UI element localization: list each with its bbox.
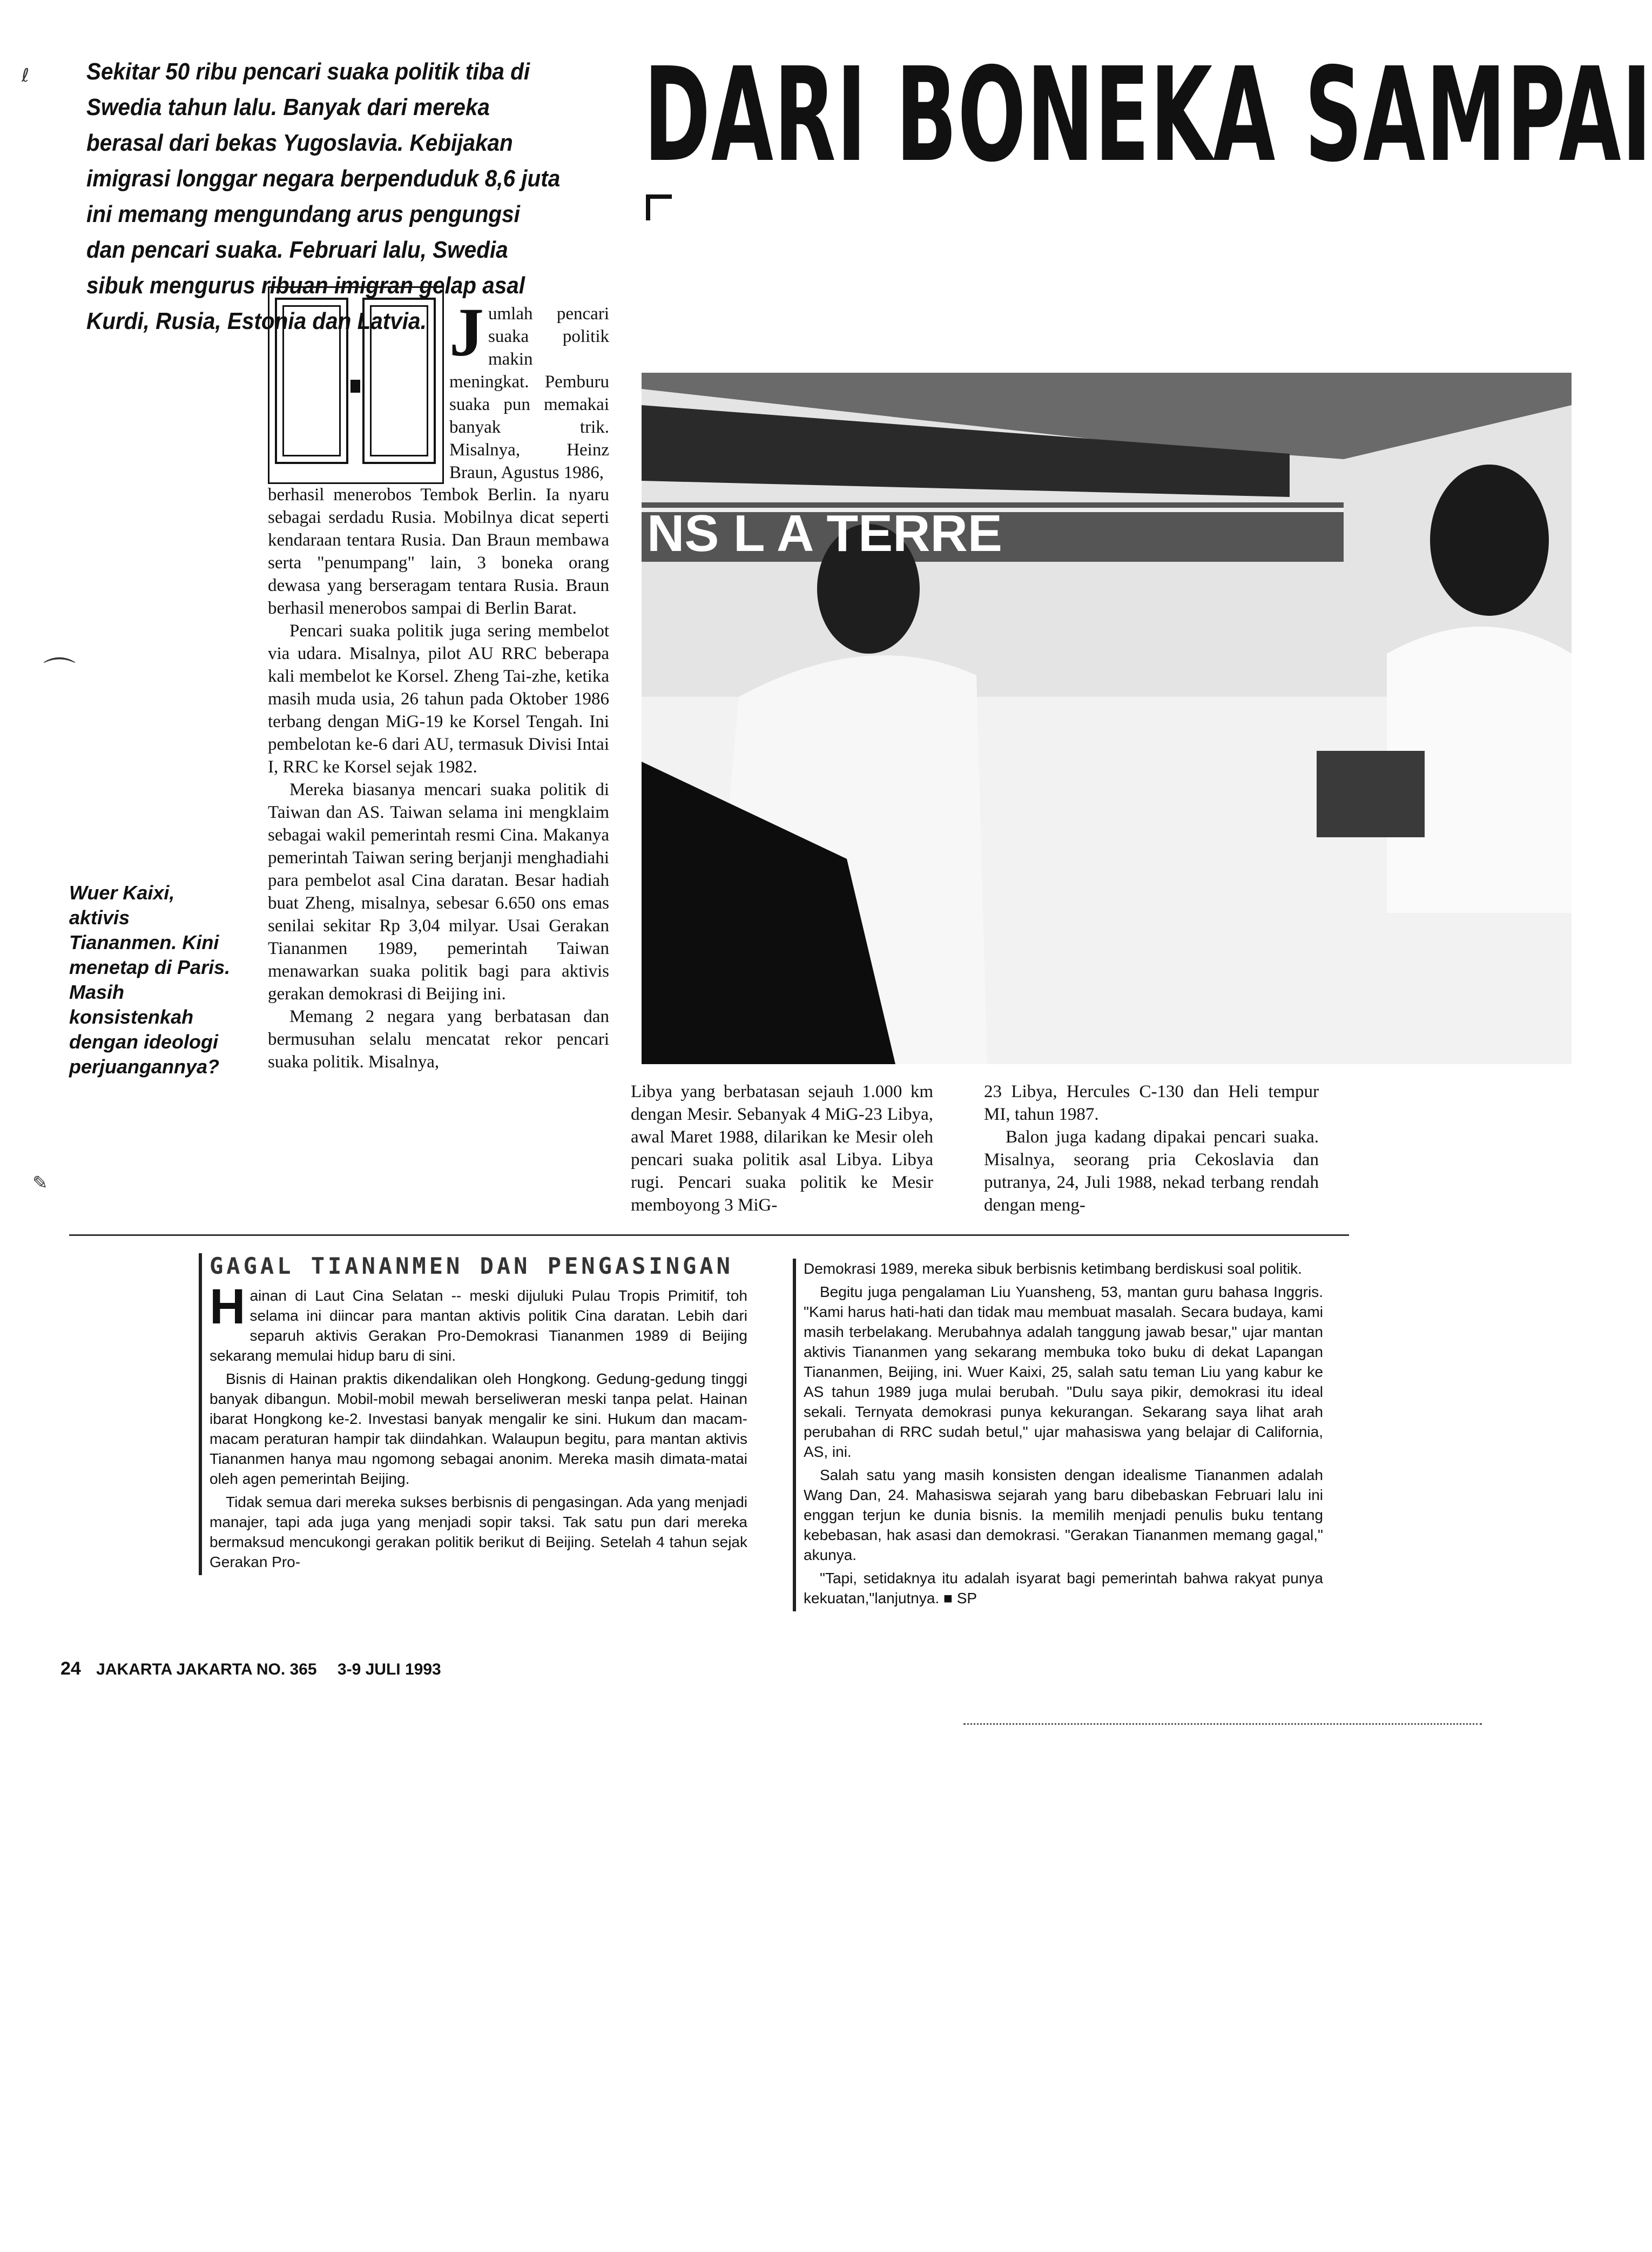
article-p3: Mereka biasanya mencari suaka politik di Taiwan dan AS. Taiwan selama ini mengklaim sebagai wakil pemerintah resmi Cina. Makanya pemerintah Taiwan sering berjanji menghadiahi para pembelot asal Cina daratan. Besar hadiah buat Zheng, misalnya, sebesar 6.650 ons emas senilai sekitar Rp 3,04 milyar. Usai Gerakan Tiananmen 1989, pemerintah Taiwan menawarkan suaka politik bagi para aktivis gerakan demokrasi di Beijing ini. (268, 780, 609, 1004)
margin-mark-icon: ℓ (22, 65, 30, 86)
sidebar-c2p2: Begitu juga pengalaman Liu Yuansheng, 53, mantan guru bahasa Inggris. "Kami harus hati-hati dan tidak mau membuat masalah. Secara budaya, kami masih terbelakang. Merubahnya adalah tanggung jawab besar," ujar mantan aktivis Tiananmen yang sekarang membuka toko buku di dekat Lapangan Tiananmen, Beijing, ini. Wuer Kaixi, 25, salah satu teman Liu yang kabur ke AS tahun 1989 juga mulai berubah. "Dulu saya pikir, demokrasi itu ideal sekali. Ternyata demokrasi punya kekurangan. Sekarang saya lihat arah perubahan di RRC sudah betul," ujar mahasiswa yang belajar di California, AS, ini. (804, 1283, 1323, 1460)
sidebar-c2p3: Salah satu yang masih konsisten dengan idealisme Tiananmen adalah Wang Dan, 24. Mahasiswa sejarah yang baru dibebaskan Februari lalu ini enggan terjun ke dunia bisnis. Ia memilih menjadi penulis buku tentang kebebasan, hak asasi dan demokrasi. "Gerakan Tiananmen memang gagal," akunya. (804, 1467, 1323, 1563)
photo-caption: Wuer Kaixi, aktivis Tiananmen. Kini menetap di Paris. Masih konsistenkah dengan ideologi perjuangannya? (69, 882, 231, 1078)
article-p1-top: umlah pencari suaka politik makin meningkat. Pemburu suaka pun memakai banyak trik. Misalnya, Heinz Braun, Agustus 1986, (449, 304, 609, 482)
article-p4: Memang 2 negara yang berbatasan dan bermusuhan selalu mencatat rekor pencari suaka politik. Misalnya, (268, 1007, 609, 1072)
window-handle (350, 380, 360, 393)
article-opening (449, 294, 609, 484)
sidebar-p3: Tidak semua dari mereka sukses berbisnis di pengasingan. Ada yang menjadi manajer, tapi ada juga yang menjadi sopir taksi. Tak satu pun dari mereka bermaksud mencukongi gerakan politik berikut di Beijing. Setelah 4 tahun sejak Gerakan Pro- (210, 1494, 747, 1570)
sidebar-c2p1: Demokrasi 1989, mereka sibuk berbisnis ketimbang berdiskusi soal politik. (804, 1260, 1302, 1277)
dotted-rule (963, 1723, 1482, 1725)
photo-sign-text: NS L A TERRE (647, 505, 1002, 562)
page-number: 24 (60, 1658, 81, 1679)
corner-bracket (646, 194, 672, 220)
magazine-issue: JAKARTA JAKARTA NO. 365 (96, 1661, 317, 1678)
article-column-3 (984, 1080, 1319, 1216)
margin-curl-icon: ⌒ (43, 655, 76, 693)
page-footer (60, 1658, 547, 1679)
article-dropcap: J (449, 294, 484, 371)
window-illustration (268, 286, 444, 484)
sidebar-column-1 (199, 1253, 747, 1575)
sidebar-p2: Bisnis di Hainan praktis dikendalikan oleh Hongkong. Gedung-gedung tinggi banyak dibangun. Mobil-mobil mewah berseliweran meski tanpa pelat. Hainan ibarat Hongkong ke-2. Investasi banyak mengalir ke sini. Hukum dan macam-macam peraturan hampir tak diindahkan. Walaupun begitu, para mantan aktivis Tiananmen hanya mau ngomong sebagai anonim. Mereka masih dimata-matai oleh agen pemerintah Beijing. (210, 1370, 747, 1487)
sidebar-dropcap: H (210, 1279, 246, 1334)
lead-paragraph: Sekitar 50 ribu pencari suaka politik tiba di Swedia tahun lalu. Banyak dari mereka berasal dari bekas Yugoslavia. Kebijakan imigrasi longgar negara berpenduduk 8,6 juta ini memang mengundang arus pengungsi dan pencari suaka. Februari lalu, Swedia sibuk mengurus ribuan imigran gelap asal Kurdi, Rusia, Estonia dan Latvia. (86, 58, 561, 334)
article-column-2 (631, 1080, 933, 1216)
article-p2: Pencari suaka politik juga sering membelot via udara. Misalnya, pilot AU RRC beberapa kali membelot ke Korsel. Zheng Tai-zhe, ketika masih muda usia, 26 tahun pada Oktober 1986 terbang dengan MiG-19 ke Korsel Tengah. Ini pembelotan ke-6 dari AU, termasuk Divisi Intai I, RRC ke Korsel sejak 1982. (268, 621, 609, 777)
article-column-1 (268, 483, 609, 1073)
article-col2: Libya yang berbatasan sejauh 1.000 km dengan Mesir. Sebanyak 4 MiG-23 Libya, awal Maret 1988, dilarikan ke Mesir oleh pencari suaka politik asal Libya. Libya rugi. Pencari suaka politik ke Mesir memboyong 3 MiG- (631, 1082, 933, 1215)
sidebar-c2p4: "Tapi, setidaknya itu adalah isyarat bagi pemerintah bahwa rakyat punya kekuatan,"lanjutnya. ■ SP (804, 1570, 1323, 1606)
article-col3b: Balon juga kadang dipakai pencari suaka. Misalnya, seorang pria Cekoslavia dan putranya, 24, Juli 1988, nekad terbang rendah dengan meng- (984, 1127, 1319, 1215)
window-pane-right (362, 298, 436, 464)
photo (642, 373, 1572, 1064)
sidebar-p1: ainan di Laut Cina Selatan -- meski dijuluki Pulau Tropis Primitif, toh selama ini diincar para mantan aktivis politik Cina daratan. Lebih dari separuh aktivis Gerakan Pro-Demokrasi Tiananmen 1989 di Beijing sekarang memulai hidup baru di sini. (210, 1287, 747, 1364)
headline: DARI BONEKA SAMPAI (644, 39, 1652, 191)
issue-date: 3-9 JULI 1993 (337, 1661, 441, 1678)
section-divider (69, 1234, 1349, 1236)
margin-mark-icon-2: ✎ (32, 1172, 48, 1194)
article-col3a: 23 Libya, Hercules C-130 dan Heli tempur MI, tahun 1987. (984, 1082, 1319, 1124)
article-p1-rest: berhasil menerobos Tembok Berlin. Ia nyaru sebagai serdadu Rusia. Mobilnya dicat seperti kendaraan tentara Rusia. Dan Braun membawa serta "penumpang" lain, 3 boneka orang dewasa yang berseragam tentara Rusia. Braun berhasil menerobos sampai di Berlin Barat. (268, 485, 609, 618)
sidebar-column-2 (793, 1259, 1323, 1611)
sidebar-title: GAGAL TIANANMEN DAN PENGASINGAN (210, 1253, 733, 1279)
window-pane-left (275, 298, 348, 464)
